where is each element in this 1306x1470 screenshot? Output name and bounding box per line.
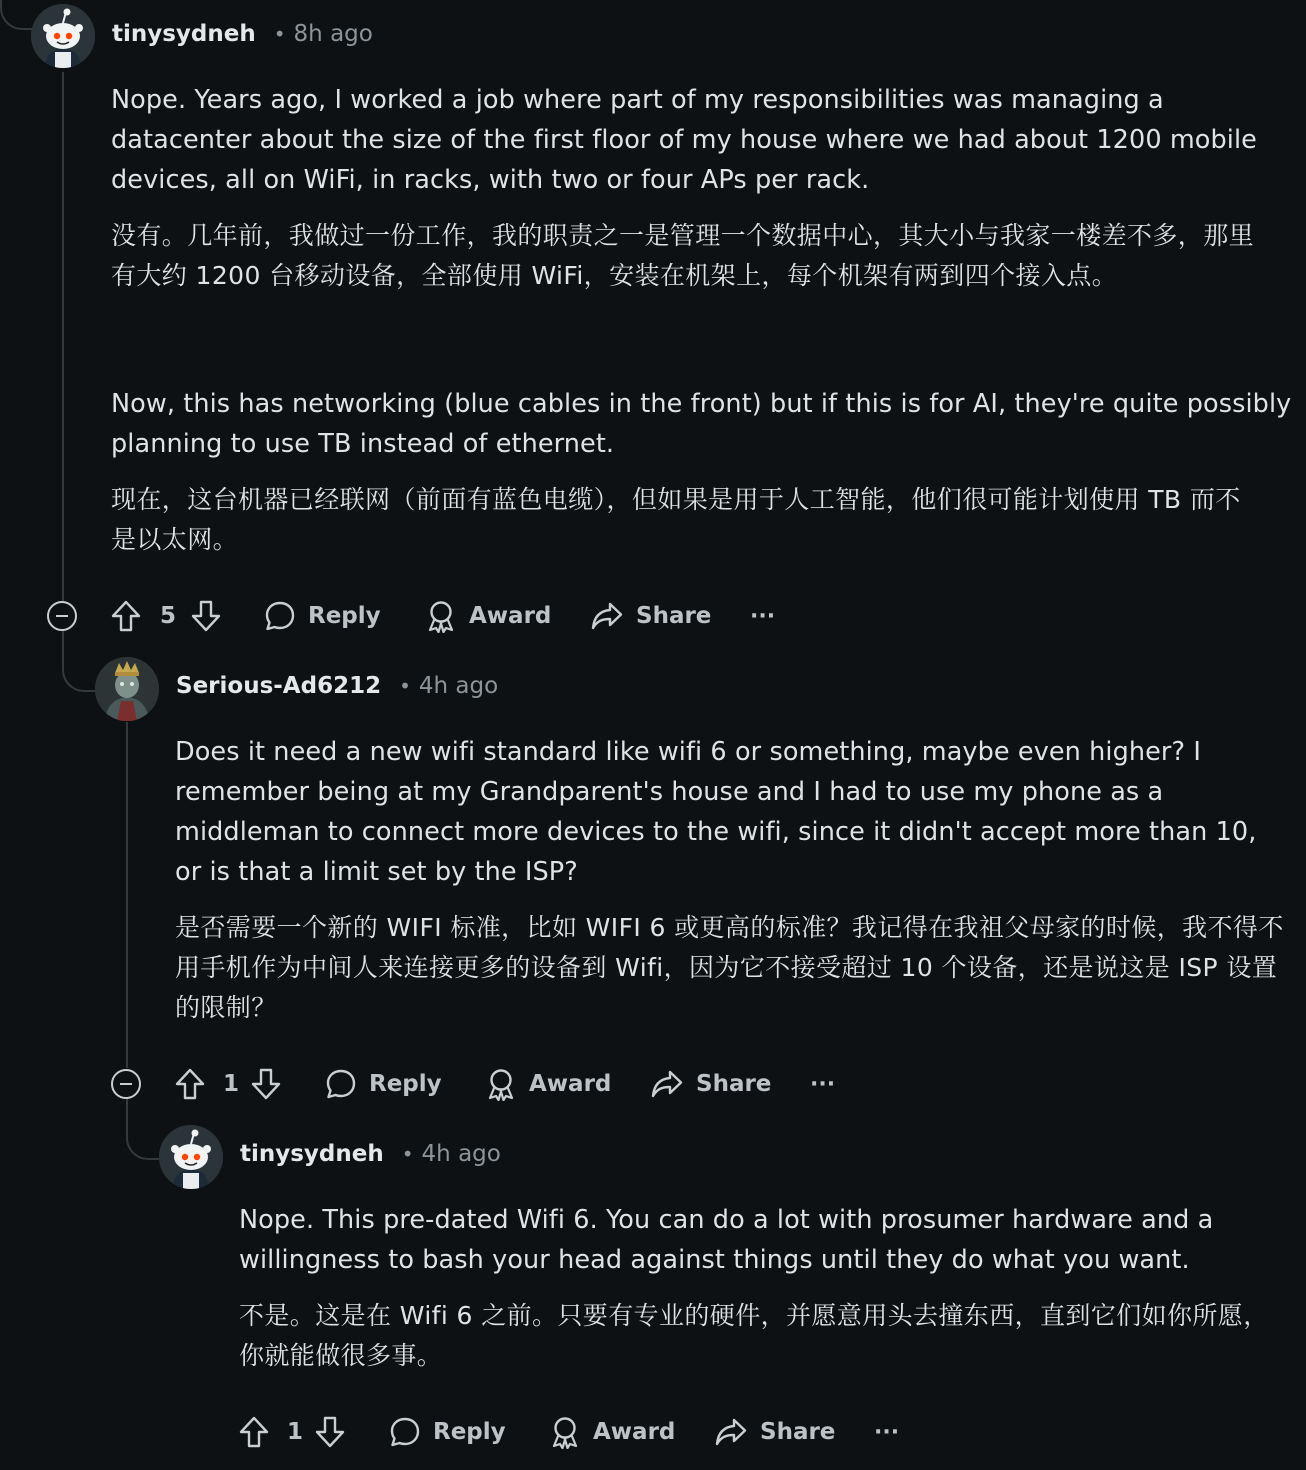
separator-dot: • — [401, 1142, 414, 1166]
share-button[interactable] — [714, 1412, 835, 1452]
downvote-icon — [314, 1415, 346, 1449]
more-options-button[interactable] — [874, 1412, 899, 1452]
reply-button[interactable] — [325, 1064, 442, 1104]
thread-connector — [126, 1098, 162, 1160]
share-button[interactable] — [590, 596, 711, 636]
comment-body: Nope. Years ago, I worked a job where part of my responsibilities was managing a datacenter about the size of the first floor of my house where we had about 1200 mobile devices, all on WiFi, in racks, with two or four APs per rack. — [111, 85, 1257, 195]
custom-avatar-icon — [95, 657, 159, 721]
comment-body: Now, this has networking (blue cables in the front) but if this is for AI, they're quite possibly planning to use TB instead of ethernet. — [111, 389, 1292, 459]
more-options-icon: ··· — [810, 1071, 836, 1097]
more-options-button[interactable] — [810, 1064, 835, 1104]
upvote-button[interactable] — [238, 1412, 270, 1452]
avatar[interactable] — [31, 4, 95, 68]
thread-line — [62, 72, 64, 602]
comment-bubble-icon — [264, 600, 296, 632]
snoo-avatar-icon — [159, 1125, 223, 1189]
thread-line — [126, 722, 128, 1068]
award-button[interactable] — [485, 1064, 611, 1104]
upvote-icon — [238, 1415, 270, 1449]
award-icon — [485, 1067, 517, 1101]
comment-body-translation: 现在，这台机器已经联网（前面有蓝色电缆），但如果是用于人工智能，他们很可能计划使用 TB 而不是以太网。 — [111, 485, 1241, 554]
award-icon — [425, 599, 457, 633]
downvote-button[interactable] — [190, 596, 222, 636]
timestamp[interactable]: 8h ago — [293, 21, 373, 47]
comment-meta — [112, 21, 373, 47]
reply-label: Reply — [308, 603, 381, 629]
downvote-icon — [190, 599, 222, 633]
comment-body: Nope. This pre-dated Wifi 6. You can do a lot with prosumer hardware and a willingness to bash your head against things until they do what you want. — [239, 1205, 1214, 1275]
more-options-icon: ··· — [750, 603, 776, 629]
share-label: Share — [760, 1419, 836, 1445]
downvote-button[interactable] — [314, 1412, 346, 1452]
reply-label: Reply — [433, 1419, 506, 1445]
collapse-thread-button[interactable] — [111, 1069, 141, 1099]
share-icon — [590, 600, 624, 632]
more-options-button[interactable] — [750, 596, 775, 636]
username[interactable]: tinysydneh — [112, 21, 256, 47]
comment-body-translation: 不是。这是在 Wifi 6 之前。只要有专业的硬件，并愿意用头去撞东西，直到它们如你所愿，你就能做很多事。 — [239, 1301, 1269, 1370]
more-options-icon: ··· — [874, 1419, 900, 1445]
upvote-button[interactable] — [110, 596, 142, 636]
award-label: Award — [529, 1071, 612, 1097]
downvote-icon — [250, 1067, 282, 1101]
award-icon — [549, 1415, 581, 1449]
username[interactable]: Serious-Ad6212 — [176, 673, 382, 699]
share-icon — [650, 1068, 684, 1100]
upvote-icon — [174, 1067, 206, 1101]
share-label: Share — [636, 603, 712, 629]
comment-bubble-icon — [325, 1068, 357, 1100]
vote-count: 5 — [160, 603, 177, 629]
upvote-button[interactable] — [174, 1064, 206, 1104]
timestamp[interactable]: 4h ago — [418, 673, 499, 699]
award-label: Award — [593, 1419, 676, 1445]
award-button[interactable] — [549, 1412, 675, 1452]
comment-body-translation: 是否需要一个新的 WIFI 标准，比如 WIFI 6 或更高的标准？我记得在我祖父母家的时候，我不得不用手机作为中间人来连接更多的设备到 Wifi，因为它不接受超过 10 个设备，还是说这是 ISP 设置的限制？ — [175, 913, 1284, 1022]
timestamp[interactable]: 4h ago — [421, 1141, 501, 1167]
separator-dot: • — [399, 674, 411, 698]
separator-dot: • — [273, 22, 286, 46]
comment-actions — [174, 1064, 874, 1104]
award-label: Award — [469, 603, 552, 629]
vote-count: 1 — [223, 1071, 240, 1097]
share-button[interactable] — [650, 1064, 771, 1104]
avatar[interactable] — [95, 657, 159, 721]
thread-connector-top — [0, 0, 34, 30]
downvote-button[interactable] — [250, 1064, 282, 1104]
snoo-avatar-icon — [31, 4, 95, 68]
comment-actions — [110, 596, 810, 636]
award-button[interactable] — [425, 596, 551, 636]
vote-count: 1 — [287, 1419, 304, 1445]
reply-label: Reply — [369, 1071, 442, 1097]
thread-connector — [62, 630, 98, 692]
collapse-thread-button[interactable] — [47, 601, 77, 631]
comment-body: Does it need a new wifi standard like wifi 6 or something, maybe even higher? I remember being at my Grandparent's house and I had to use my phone as a middleman to connect more devices to the wifi, since it didn't accept more than 10, or is that a limit set by the ISP? — [175, 737, 1257, 887]
reply-button[interactable] — [389, 1412, 506, 1452]
reply-button[interactable] — [264, 596, 381, 636]
comment-bubble-icon — [389, 1416, 421, 1448]
comment-body-translation: 没有。几年前，我做过一份工作，我的职责之一是管理一个数据中心，其大小与我家一楼差不多，那里有大约 1200 台移动设备，全部使用 WiFi，安装在机架上，每个机架有两到四个接入点。 — [111, 221, 1255, 290]
comment-meta — [240, 1141, 501, 1167]
share-label: Share — [696, 1071, 772, 1097]
username[interactable]: tinysydneh — [240, 1141, 384, 1167]
comment-actions — [238, 1412, 938, 1452]
upvote-icon — [110, 599, 142, 633]
share-icon — [714, 1416, 748, 1448]
comment-meta — [176, 673, 498, 699]
avatar[interactable] — [159, 1125, 223, 1189]
